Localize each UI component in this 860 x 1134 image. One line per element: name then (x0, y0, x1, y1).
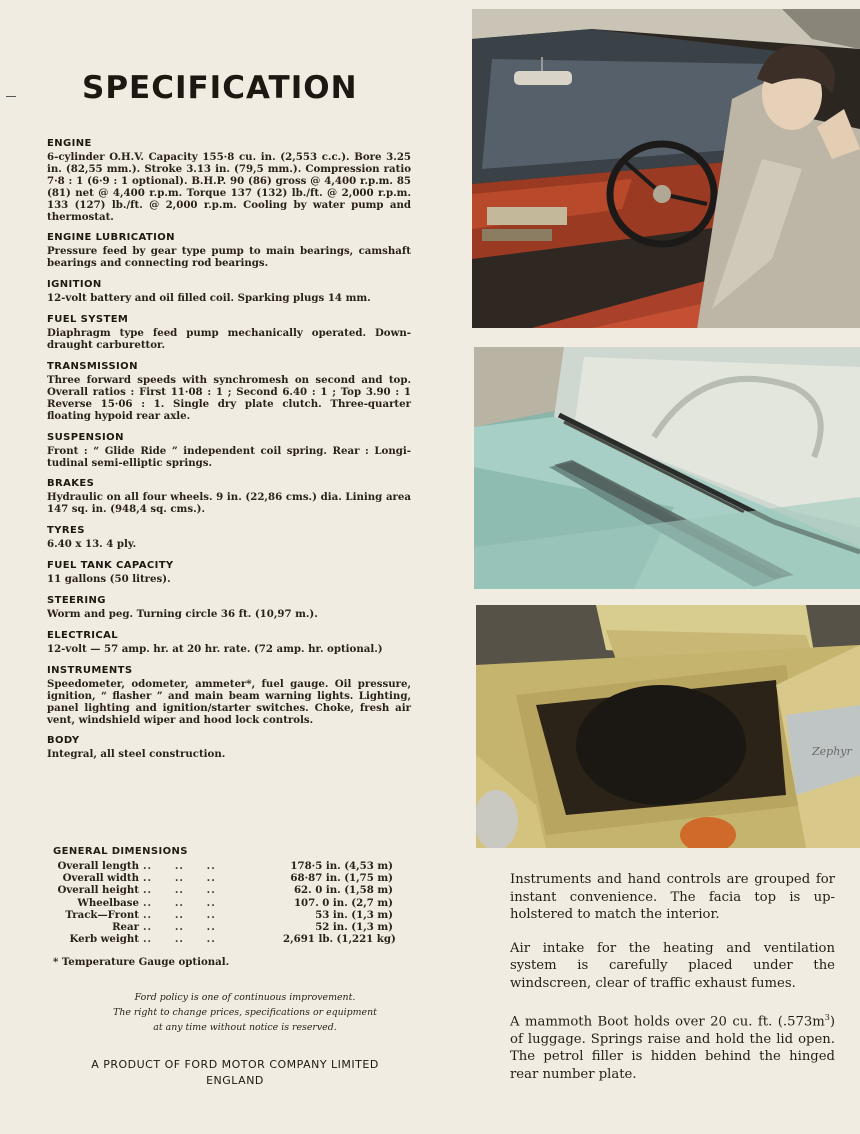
dimension-value: 107. 0 in. (2,7 m) (293, 896, 393, 909)
spec-section-title: ENGINE (47, 138, 92, 149)
spec-section-title: FUEL SYSTEM (47, 314, 129, 326)
spec-section (47, 279, 411, 305)
spec-section (47, 630, 411, 656)
dimension-label: Overall length (57, 860, 139, 872)
policy-line: The right to change prices, specifications or equipment (113, 1007, 377, 1018)
spec-section (47, 595, 411, 621)
spec-section (47, 232, 411, 270)
dimension-value: 178·5 in. (4,53 m) (290, 860, 393, 872)
spec-section (47, 560, 411, 586)
dimension-row (53, 933, 396, 946)
dimension-leader: .. .. .. (143, 933, 216, 946)
dimension-label: Overall height (57, 884, 139, 897)
dimension-label: Track—Front (65, 908, 139, 921)
spec-section (47, 735, 411, 761)
spec-section-title: BRAKES (47, 478, 95, 490)
spec-section-title: STEERING (47, 595, 106, 607)
dimension-row (53, 921, 393, 933)
spec-section (47, 314, 411, 352)
policy-notice (90, 990, 400, 1035)
caption-boot-text-cont: ) of luggage. Springs raise and hold the lid open. The petrol filler is hidden behind the hinged rear number plate. (510, 1013, 835, 1082)
spec-section (47, 361, 411, 423)
spec-section (47, 665, 411, 727)
page-title: SPECIFICATION (82, 70, 358, 106)
policy-line: Ford policy is one of continuous improvement. (134, 992, 356, 1003)
dimension-value: 52 in. (1,3 m) (315, 921, 393, 934)
margin-mark (6, 96, 16, 97)
dimension-row (53, 884, 393, 896)
dimension-row (53, 872, 393, 884)
spec-section (47, 138, 411, 223)
dimension-leader: .. .. .. (143, 921, 216, 934)
spec-section-title: TYRES (47, 525, 85, 537)
spec-section-body: Speedometer, odometer, ammeter*, fuel gauge. Oil pressure, ignition, “ flasher ” and main beam warning lights. Lighting, panel lighting and ignition/starter switches. Choke, fresh air vent, windshield wiper and hood lock controls. (47, 677, 411, 726)
spec-section-body: 12-volt — 57 amp. hr. at 20 hr. rate. (72 amp. hr. optional.) (47, 642, 383, 655)
spec-section-body: 12-volt battery and oil filled coil. Sparking plugs 14 mm. (47, 292, 371, 305)
spec-section-title: INSTRUMENTS (47, 664, 133, 676)
spec-section-title: FUEL TANK CAPACITY (47, 560, 174, 572)
dimension-value: 53 in. (1,3 m) (315, 908, 393, 921)
dashboard-illustration (472, 9, 860, 328)
spec-section-body: Worm and peg. Turning circle 36 ft. (10,97 m.). (47, 608, 318, 621)
product-line: A PRODUCT OF FORD MOTOR COMPANY LIMITED (91, 1058, 379, 1071)
spec-section (47, 525, 411, 551)
dimension-leader: .. .. .. (143, 908, 216, 921)
caption-boot (510, 1009, 835, 1084)
dimension-leader: .. .. .. (143, 872, 216, 885)
product-credit (70, 1057, 400, 1089)
spec-section-body: 11 gallons (50 litres). (47, 573, 171, 586)
spec-section-title: BODY (47, 735, 80, 747)
dimension-row (53, 860, 393, 872)
dimension-row (53, 897, 393, 909)
spec-section-body: Three forward speeds with synchromesh on second and top. Overall ratios : First 11·08 : 1 ; Second 6.40 : 1 ; Top 3.90 : 1 Reverse 15·06 : 1. Single dry plate clutch. Three-quarter floating hypoid rear axle. (47, 373, 411, 422)
cubic-superscript: 3 (824, 1012, 830, 1022)
spec-section-title: IGNITION (47, 279, 102, 291)
dimension-leader: .. .. .. (143, 884, 216, 897)
spec-section-title: TRANSMISSION (47, 360, 138, 372)
dimension-label: Overall width (62, 872, 139, 885)
product-country: ENGLAND (206, 1074, 264, 1087)
spec-section-body: 6-cylinder O.H.V. Capacity 155·8 cu. in. (2,553 c.c.). Bore 3.25 in. (82,55 mm.). Stroke 3.13 in. (79,5 mm.). Compression ratio 7·8 : 1 (6·9 : 1 optional). B.H.P. 90 (86) gross @ 4,400 r.p.m. 85 (81) net @ 4,400 r.p.m. Torque 137 (132) lb./ft. @ 2,000 r.p.m. 133 (127) lb./ft. @ 2,000 r.p.m. Cooling by water pump and thermostat. (47, 151, 411, 223)
dimension-label: Rear (112, 921, 139, 934)
spec-section-body: Front : “ Glide Ride ” independent coil spring. Rear : Longi-tudinal semi-elliptic springs. (47, 444, 411, 469)
general-dimensions (53, 846, 396, 946)
dimension-label: Kerb weight (69, 933, 139, 946)
dimension-value: 68·87 in. (1,75 m) (290, 872, 393, 885)
dimension-leader: .. .. .. (143, 860, 216, 872)
footnote: * Temperature Gauge optional. (53, 956, 230, 968)
caption-air-intake: Air intake for the heating and ventilation system is carefully placed under the windscreen, clear of traffic exhaust fumes. (510, 940, 835, 991)
spec-section-title: SUSPENSION (47, 431, 124, 443)
spec-section (47, 478, 411, 516)
air-intake-illustration (474, 347, 860, 589)
specification-list (47, 138, 411, 770)
dimension-row (53, 909, 393, 921)
spec-section-body: Pressure feed by gear type pump to main bearings, camshaft bearings and connecting rod bearings. (47, 245, 411, 270)
spec-section-body: Hydraulic on all four wheels. 9 in. (22,86 cms.) dia. Lining area 147 sq. in. (948,4 sq. cms.). (47, 491, 411, 516)
spec-section-body: Integral, all steel construction. (47, 748, 226, 761)
spec-section (47, 432, 411, 470)
spec-section-title: ENGINE LUBRICATION (47, 232, 175, 244)
dimension-value: 2,691 lb. (1,221 kg) (283, 933, 396, 946)
spec-section-title: ELECTRICAL (47, 629, 119, 641)
boot-badge: Zephyr (812, 745, 852, 758)
boot-illustration (476, 605, 860, 848)
spec-section-body: 6.40 x 13. 4 ply. (47, 538, 137, 551)
dimension-leader: .. .. .. (143, 896, 216, 909)
caption-dashboard: Instruments and hand controls are grouped for instant convenience. The facia top is up-holstered to match the interior. (510, 872, 835, 923)
dimensions-table (53, 860, 396, 946)
dimension-label: Wheelbase (77, 896, 139, 909)
policy-line: at any time without notice is reserved. (153, 1022, 337, 1033)
spec-section-body: Diaphragm type feed pump mechanically operated. Down-draught carburettor. (47, 327, 411, 352)
dimension-value: 62. 0 in. (1,58 m) (293, 884, 393, 897)
caption-boot-text: A mammoth Boot holds over 20 cu. ft. (.573m (510, 1013, 825, 1029)
dimensions-title: GENERAL DIMENSIONS (53, 846, 188, 857)
captions (510, 871, 835, 1099)
